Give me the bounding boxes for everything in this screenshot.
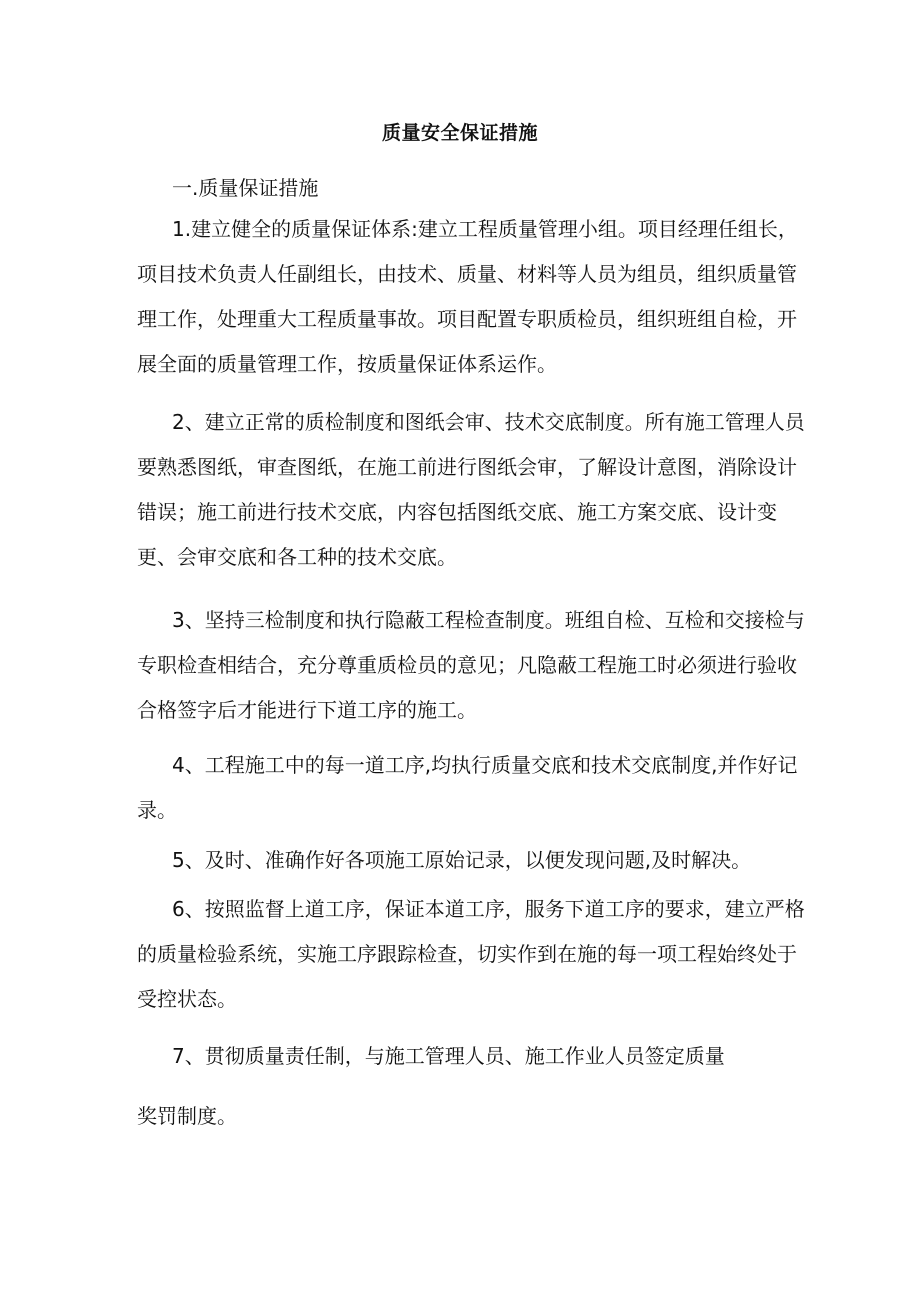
paragraph-6: 6、按照监督上道工序，保证本道工序，服务下道工序的要求，建立严格的质量检验系统，实施工序跟踪检查，切实作到在施的每一项工程始终处于受控状态。 (137, 897, 805, 1011)
section-heading: 一.质量保证措施 (172, 176, 319, 200)
paragraph-7-continuation: 奖罚制度。 (137, 1104, 237, 1128)
paragraph-4: 4、工程施工中的每一道工序,均执行质量交底和技术交底制度,并作好记录。 (137, 753, 798, 822)
paragraph-7: 7、贯彻质量责任制，与施工管理人员、施工作业人员签定质量 (172, 1044, 725, 1068)
paragraph-5: 5、及时、准确作好各项施工原始记录，以便发现问题,及时解决。 (172, 848, 752, 872)
paragraph-1: 1.建立健全的质量保证体系:建立工程质量管理小组。项目经理任组长，项目技术负责人任副组长，由技术、质量、材料等人员为组员，组织质量管理工作，处理重大工程质量事故。项目配置专职质检员，组织班组自检，开展全面的质量管理工作，按质量保证体系运作。 (137, 217, 798, 376)
document-title: 质量安全保证措施 (381, 122, 538, 144)
paragraph-3: 3、坚持三检制度和执行隐蔽工程检查制度。班组自检、互检和交接检与专职检查相结合，充分尊重质检员的意见；凡隐蔽工程施工时必须进行验收合格签字后才能进行下道工序的施工。 (137, 608, 805, 722)
paragraph-2: 2、建立正常的质检制度和图纸会审、技术交底制度。所有施工管理人员要熟悉图纸，审查图纸，在施工前进行图纸会审，了解设计意图，消除设计错误；施工前进行技术交底，内容包括图纸交底、施工方案交底、设计变更、会审交底和各工种的技术交底。 (137, 410, 805, 569)
